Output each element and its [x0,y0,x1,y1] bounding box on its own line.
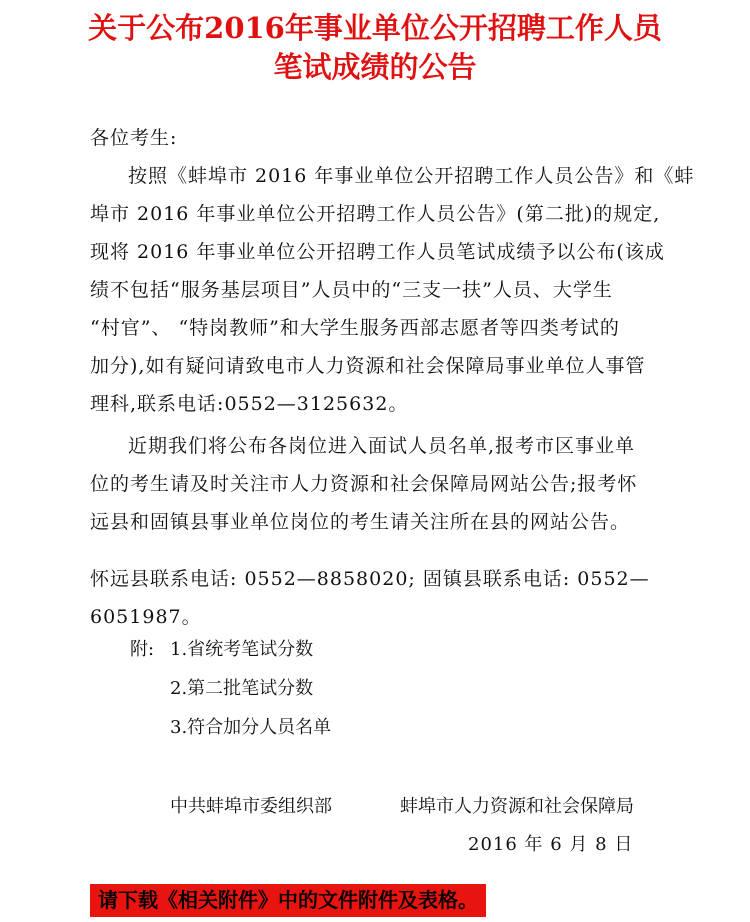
paragraph-interview-notice [90,427,670,541]
paragraph1-line: 按照《蚌埠市 2016 年事业单位公开招聘工作人员公告》和《蚌 [128,165,695,187]
signature-date: 2016 年 6 月 8 日 [468,834,634,855]
paragraph-results-announcement [90,157,695,423]
paragraph2-line: 近期我们将公布各岗位进入面试人员名单,报考市区事业单 [128,435,636,457]
paragraph-county-contacts [90,560,650,636]
attachment-item: 3.符合加分人员名单 [170,717,332,738]
paragraph2-line: 位的考生请及时关注市人力资源和社会保障局网站公告;报考怀 [90,473,638,495]
download-attachments-notice: 请下载《相关附件》中的文件附件及表格。 [90,884,486,917]
paragraph2-line: 远县和固镇县事业单位岗位的考生请关注所在县的网站公告。 [90,511,631,533]
paragraph1-line: 绩不包括“服务基层项目”人员中的“三支一扶”人员、大学生 [90,279,613,301]
paragraph1-line: 埠市 2016 年事业单位公开招聘工作人员公告》(第二批)的规定, [90,203,661,225]
title-line-2: 笔试成绩的公告 [273,50,477,84]
attachment-item: 2.第二批笔试分数 [170,678,314,699]
paragraph1-line: 理科,联系电话:0552—3125632。 [90,393,409,415]
attachments-label: 附: [130,639,155,660]
paragraph3-line: 6051987。 [90,606,202,628]
greeting: 各位考生: [90,127,178,149]
paragraph1-line: 现将 2016 年事业单位公开招聘工作人员笔试成绩予以公布(该成 [90,241,665,263]
paragraph3-line: 怀远县联系电话: 0552—8858020; 固镇县联系电话: 0552— [90,568,650,590]
signature-org-2: 蚌埠市人力资源和社会保障局 [400,796,634,817]
attachment-item: 1.省统考笔试分数 [170,639,314,660]
paragraph1-line: 加分),如有疑问请致电市人力资源和社会保障局事业单位人事管 [90,355,646,377]
signature-org-1: 中共蚌埠市委组织部 [170,796,332,817]
title-line-1: 关于公布2016年事业单位公开招聘工作人员 [88,11,662,45]
paragraph1-line: “村官”、 “特岗教师”和大学生服务西部志愿者等四类考试的 [90,317,620,339]
